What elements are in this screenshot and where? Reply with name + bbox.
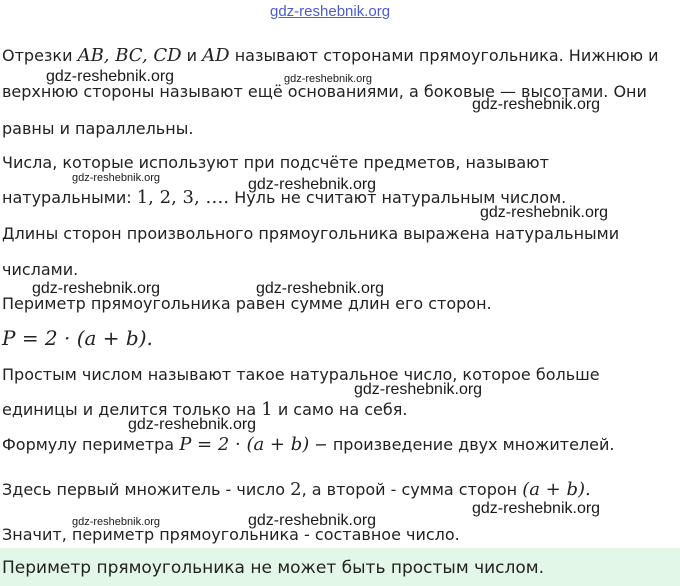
p4-line1: Периметр прямоугольника равен сумме длин его сторон. (2, 294, 492, 313)
watermark: gdz-reshebnik.org (480, 204, 609, 221)
watermark: gdz-reshebnik.org (248, 176, 377, 193)
p3-line2: числами. (2, 260, 79, 279)
p2-line2: натуральными: 1, 2, 3, …. Нуль не считают натуральным числом. (2, 187, 567, 208)
watermark: gdz-reshebnik.org (354, 381, 483, 398)
p5-line1: Простым числом называют такое натуральное число, которое больше (2, 365, 600, 384)
p7-line1: Здесь первый множитель - число 2, а второй - сумма сторон (a + b). (2, 479, 591, 500)
p6-line1: Формулу периметра P = 2 · (a + b) − произведение двух множителей. (2, 434, 615, 455)
conclusion-text: Периметр прямоугольника не может быть простым числом. (2, 558, 545, 578)
p2-line1: Числа, которые используют при подсчёте предметов, называют (2, 153, 549, 172)
p1-line2: верхнюю стороны называют ещё основаниями, а боковые — высотами. Они (2, 82, 647, 101)
watermark: gdz-reshebnik.org (72, 172, 161, 184)
watermark: gdz-reshebnik.org (472, 96, 601, 113)
watermark-top: gdz-reshebnik.org (270, 3, 391, 20)
perimeter-formula: P = 2 · (a + b). (2, 326, 153, 350)
p1-line3: равны и параллельны. (2, 119, 194, 138)
math-two: 2 (290, 479, 302, 500)
math-sum-sides: (a + b). (522, 479, 591, 500)
p3-line1: Длины сторон произвольного прямоугольника выражена натуральными (2, 224, 620, 243)
p1-line1: Отрезки AB, BC, CD и AD называют сторонами прямоугольника. Нижнюю и (2, 45, 659, 66)
watermark: gdz-reshebnik.org (284, 73, 373, 85)
watermark: gdz-reshebnik.org (472, 500, 601, 517)
p7-line2: Значит, периметр прямоугольника - составное число. (2, 525, 460, 544)
watermark: gdz-reshebnik.org (128, 416, 257, 433)
math-segments: AB, BC, CD (77, 45, 182, 66)
conclusion-banner (0, 548, 680, 586)
watermark: gdz-reshebnik.org (256, 280, 385, 297)
math-natural-numbers: 1, 2, 3, …. (136, 187, 230, 208)
p5-line2: единицы и делится только на 1 и само на себя. (2, 399, 408, 420)
math-perimeter-inline: P = 2 · (a + b) (179, 434, 310, 455)
watermark: gdz-reshebnik.org (248, 512, 377, 529)
watermark: gdz-reshebnik.org (32, 280, 161, 297)
watermark: gdz-reshebnik.org (46, 68, 175, 85)
math-segment-ad: AD (202, 45, 230, 66)
watermark: gdz-reshebnik.org (72, 516, 161, 528)
math-one: 1 (261, 399, 273, 420)
